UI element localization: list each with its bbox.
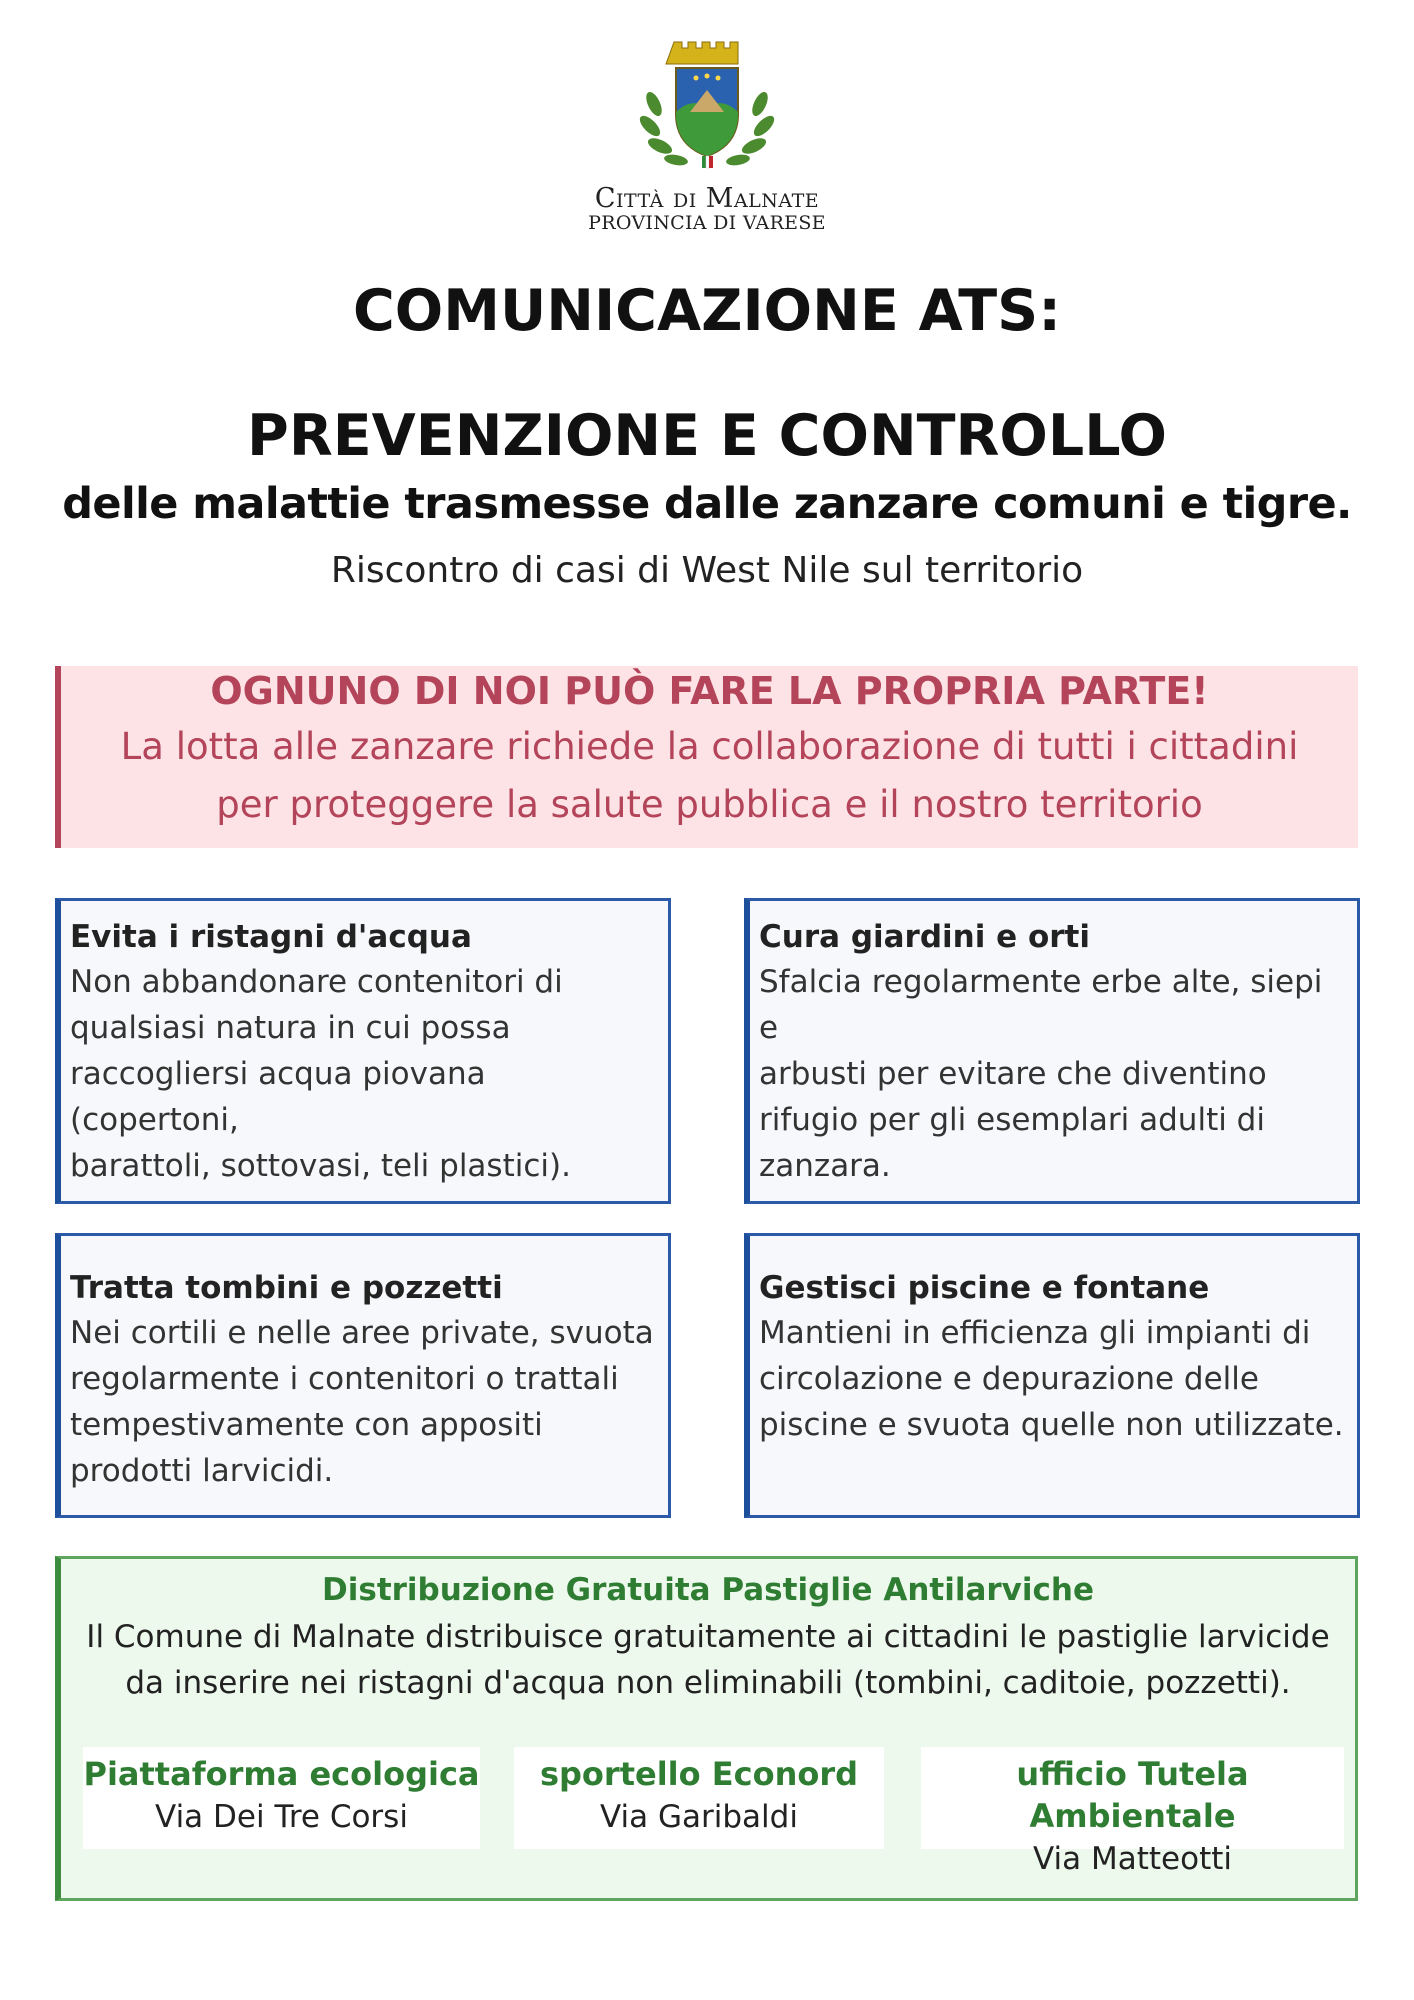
tip-title: Cura giardini e orti <box>759 919 1090 955</box>
tip-line: arbusti per evitare che diventino <box>759 1056 1267 1092</box>
distribution-heading: Distribuzione Gratuita Pastiglie Antilarviche <box>322 1572 1094 1608</box>
tip-line: Nei cortili e nelle aree private, svuota <box>70 1315 654 1351</box>
distribution-box <box>55 1556 1358 1901</box>
subtitle: Riscontro di casi di West Nile sul territorio <box>330 550 1084 591</box>
location-card <box>921 1747 1344 1877</box>
tip-card-stagnant-water <box>55 898 671 1204</box>
tip-line: prodotti larvicidi. <box>70 1453 334 1489</box>
tip-line: tempestivamente con appositi <box>70 1407 543 1443</box>
call-to-action-banner <box>55 666 1358 848</box>
page-title: COMUNICAZIONE ATS: <box>352 278 1062 344</box>
location-address: Via Garibaldi <box>600 1799 798 1835</box>
location-card <box>83 1747 480 1849</box>
distribution-line: Il Comune di Malnate distribuisce gratuitamente ai cittadini le pastiglie larvicide <box>86 1619 1330 1655</box>
sub-heading: delle malattie trasmesse dalle zanzare comuni e tigre. <box>62 479 1352 529</box>
tip-title: Gestisci piscine e fontane <box>759 1270 1210 1306</box>
tip-line: Mantieni in efficienza gli impianti di <box>759 1315 1311 1351</box>
tip-title: Evita i ristagni d'acqua <box>70 919 472 955</box>
banner-line: per proteggere la salute pubblica e il nostro territorio <box>216 783 1203 826</box>
tip-title: Tratta tombini e pozzetti <box>70 1270 503 1306</box>
location-address: Via Matteotti <box>1032 1841 1232 1877</box>
tip-line: Sfalcia regolarmente erbe alte, siepi e <box>759 964 1323 1046</box>
location-address: Via Dei Tre Corsi <box>155 1799 408 1835</box>
tip-line: Non abbandonare contenitori di <box>70 964 563 1000</box>
tip-line: circolazione e depurazione delle <box>759 1361 1259 1397</box>
tip-line: rifugio per gli esemplari adulti di <box>759 1102 1265 1138</box>
location-name: Piattaforma ecologica <box>83 1755 480 1793</box>
tip-card-pools <box>744 1233 1360 1518</box>
tip-card-gardens <box>744 898 1360 1204</box>
location-name: sportello Econord <box>539 1755 859 1793</box>
distribution-line: da inserire nei ristagni d'acqua non eliminabili (tombini, caditoie, pozzetti). <box>125 1665 1291 1701</box>
tip-card-drains <box>55 1233 671 1518</box>
banner-line: La lotta alle zanzare richiede la collaborazione di tutti i cittadini <box>120 725 1299 768</box>
tip-line: barattoli, sottovasi, teli plastici). <box>70 1148 571 1184</box>
town-name: Città di Malnate <box>594 183 820 214</box>
tip-line: qualsiasi natura in cui possa <box>70 1010 511 1046</box>
tip-line: regolarmente i contenitori o trattali <box>70 1361 619 1397</box>
province-name: PROVINCIA DI VARESE <box>588 212 826 234</box>
location-name: ufficio Tutela Ambientale <box>1016 1755 1249 1835</box>
coat-of-arms-logo <box>632 34 782 178</box>
main-heading: PREVENZIONE E CONTROLLO <box>247 403 1167 469</box>
tip-line: piscine e svuota quelle non utilizzate. <box>759 1407 1344 1443</box>
location-card <box>514 1747 884 1849</box>
banner-heading: OGNUNO DI NOI PUÒ FARE LA PROPRIA PARTE! <box>210 669 1209 713</box>
tip-line: raccogliersi acqua piovana (copertoni, <box>70 1056 486 1138</box>
tip-line: zanzara. <box>759 1148 891 1184</box>
